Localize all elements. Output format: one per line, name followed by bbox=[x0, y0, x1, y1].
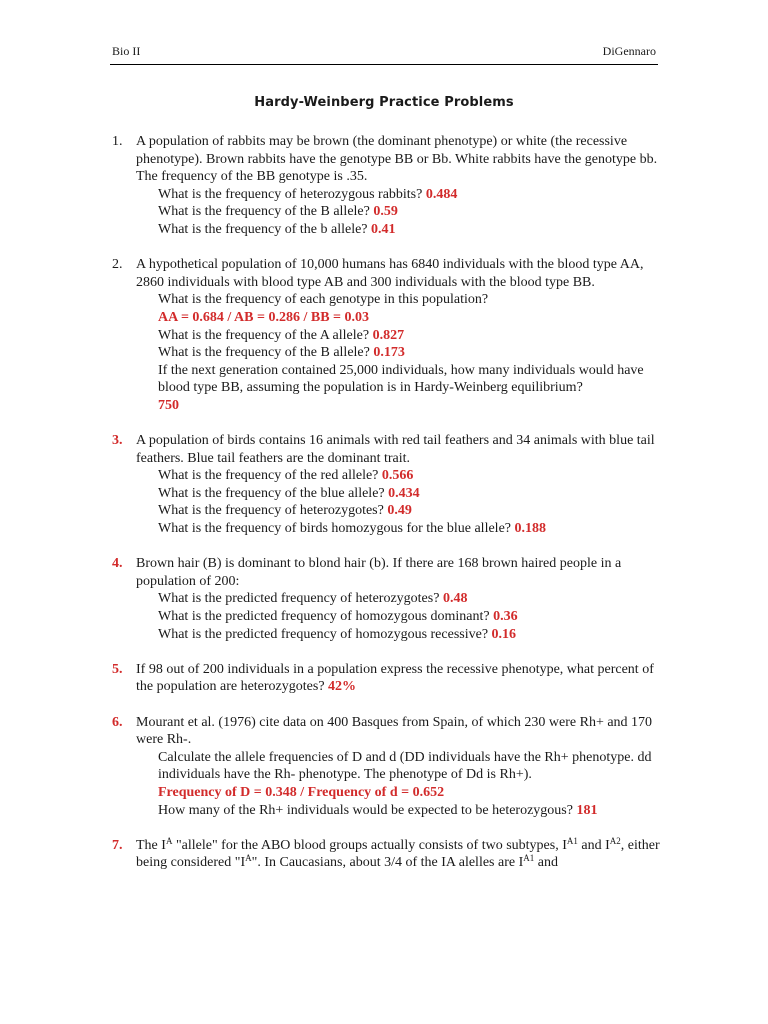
answer: 0.484 bbox=[425, 186, 458, 202]
question: What is the frequency of the B allele? 0.173 bbox=[158, 345, 405, 361]
page-title: Hardy-Weinberg Practice Problems bbox=[254, 95, 514, 110]
question: What is the frequency of the B allele? 0.59 bbox=[158, 204, 398, 220]
question: What is the frequency of each genotype in this population? bbox=[158, 292, 489, 308]
answer: 0.36 bbox=[493, 609, 518, 625]
question: What is the frequency of the blue allele? 0.434 bbox=[158, 485, 420, 501]
problem-number: 7. bbox=[112, 837, 123, 853]
question: What is the predicted frequency of heterozygotes? 0.48 bbox=[158, 591, 468, 607]
problem-text: The $I^A$ "allele" for the ABO blood groups actually consists of two subtypes, $I^{A1}$ and $I^{A2}$, either being considered "$I^A$". In Caucasians, about 3/4 of the IA alelles are $I^{A1}$ and bbox=[136, 835, 660, 871]
answer: 0.49 bbox=[387, 503, 412, 519]
answer: 0.48 bbox=[442, 591, 468, 607]
problem-6 bbox=[112, 714, 660, 820]
answer: 750 bbox=[158, 397, 179, 413]
question: What is the frequency of heterozygous rabbits? 0.484 bbox=[158, 186, 458, 202]
problem-number: 3. bbox=[112, 433, 123, 449]
problem-number: 5. bbox=[112, 661, 123, 677]
question: What is the frequency of heterozygotes? 0.49 bbox=[158, 503, 412, 519]
problem-4 bbox=[112, 555, 660, 643]
problem-text: A population of rabbits may be brown (the dominant phenotype) or white (the recessive phenotype). Brown rabbits have the genotype BB or Bb. White rabbits have the genotype bb. The frequency of the BB genotype is .35. bbox=[136, 134, 658, 185]
problem-text: Brown hair (B) is dominant to blond hair (b). If there are 168 brown haired people in a population of 200: bbox=[136, 556, 622, 589]
answer: Frequency of D = 0.348 / Frequency of d = 0.652 bbox=[158, 784, 445, 800]
problem-text: A population of birds contains 16 animals with red tail feathers and 34 animals with blue tail feathers. Blue tail feathers are the dominant trait. bbox=[136, 433, 655, 466]
problem-7 bbox=[112, 837, 660, 872]
answer: 0.16 bbox=[491, 626, 517, 642]
problem-list bbox=[112, 133, 660, 890]
question: What is the frequency of the b allele? 0.41 bbox=[158, 221, 396, 237]
teacher-label: DiGennaro bbox=[602, 44, 656, 58]
problem-number: 1. bbox=[112, 134, 123, 149]
answer: 181 bbox=[576, 802, 598, 818]
answer: 0.188 bbox=[514, 521, 546, 537]
answer: 42% bbox=[328, 679, 357, 695]
answer: 0.434 bbox=[388, 485, 420, 501]
answer: 0.59 bbox=[373, 204, 398, 220]
question: What is the predicted frequency of homozygous recessive? 0.16 bbox=[158, 626, 517, 642]
answer: 0.566 bbox=[381, 468, 414, 484]
answer: AA = 0.684 / AB = 0.286 / BB = 0.03 bbox=[158, 309, 370, 325]
problem-2 bbox=[112, 256, 660, 414]
problem-text: A hypothetical population of 10,000 humans has 6840 individuals with the blood type AA, 2860 individuals with blood type AB and 300 individuals with the blood type BB. bbox=[136, 257, 644, 290]
problem-1 bbox=[112, 133, 660, 239]
problem-number: 2. bbox=[112, 257, 123, 273]
question: If the next generation contained 25,000 individuals, how many individuals would have blood type BB, assuming the population is in Hardy-Weinberg equilibrium? bbox=[158, 362, 644, 396]
problem-text: Mourant et al. (1976) cite data on 400 Basques from Spain, of which 230 were Rh+ and 170 were Rh-. bbox=[136, 714, 653, 748]
question: What is the frequency of birds homozygous for the blue allele? 0.188 bbox=[158, 521, 546, 537]
question: Calculate the allele frequencies of D and d (DD individuals have the Rh+ phenotype. dd individuals have the Rh- phenotype. The phenotype of Dd is Rh+). bbox=[158, 749, 652, 783]
answer: 0.41 bbox=[371, 221, 396, 237]
header-rule bbox=[110, 64, 658, 65]
problem-text: If 98 out of 200 individuals in a population express the recessive phenotype, what percent of the population are heterozygotes? 42% bbox=[136, 661, 654, 695]
answer: 0.173 bbox=[373, 345, 405, 361]
problem-number: 6. bbox=[112, 714, 123, 730]
question: What is the predicted frequency of homozygous dominant? 0.36 bbox=[158, 609, 518, 625]
question: How many of the Rh+ individuals would be expected to be heterozygous? 181 bbox=[158, 802, 598, 818]
problem-3 bbox=[112, 432, 660, 538]
answer: 0.827 bbox=[372, 327, 405, 343]
page-header bbox=[112, 44, 656, 59]
problem-5 bbox=[112, 661, 660, 696]
question: What is the frequency of the red allele? 0.566 bbox=[158, 468, 414, 484]
question: What is the frequency of the A allele? 0.827 bbox=[158, 327, 405, 343]
course-label: Bio II bbox=[112, 44, 141, 58]
problem-number: 4. bbox=[112, 556, 123, 572]
